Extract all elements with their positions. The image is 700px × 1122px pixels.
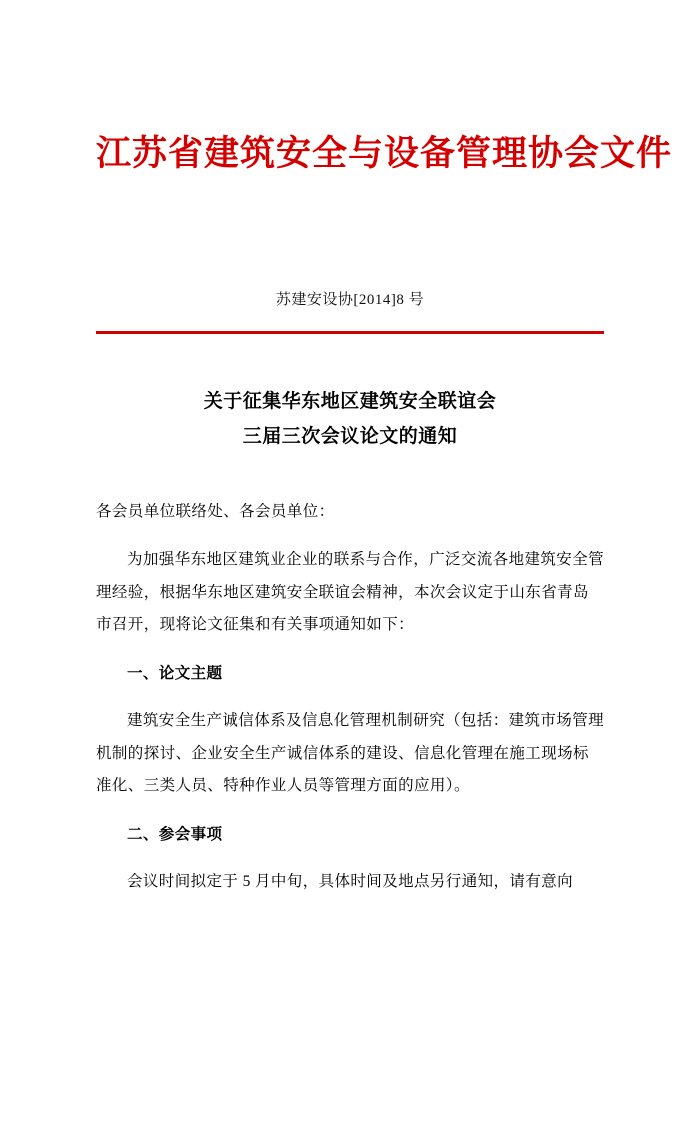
document-title: 江苏省建筑安全与设备管理协会文件 xyxy=(96,133,673,174)
subject-line-1: 关于征集华东地区建筑安全联谊会 xyxy=(203,389,497,412)
section-heading-2: 二、参会事项 xyxy=(127,824,223,844)
paragraph-topic: 建筑安全生产诚信体系及信息化管理机制研究（包括：建筑市场管理机制的探讨、企业安全生产诚信体系的建设、信息化管理在施工现场标准化、三类人员、特种作业人员等管理方面的应用）。 xyxy=(96,712,605,795)
paragraph-meeting: 会议时间拟定于 5 月中旬，具体时间及地点另行通知，请有意向 xyxy=(127,873,574,891)
document-body xyxy=(96,496,604,899)
paragraph-intro: 为加强华东地区建筑业企业的联系与合作，广泛交流各地建筑安全管理经验，根据华东地区建筑安全联谊会精神，本次会议定于山东省青岛市召开，现将论文征集和有关事项通知如下： xyxy=(96,551,605,634)
document-subject xyxy=(96,384,604,454)
section-heading-1: 一、论文主题 xyxy=(127,663,223,683)
document-page xyxy=(0,132,700,1122)
subject-line-2: 三届三次会议论文的通知 xyxy=(242,424,458,447)
red-divider-rule xyxy=(96,331,604,334)
salutation: 各会员单位联络处、各会员单位： xyxy=(96,503,335,521)
document-number: 苏建安设协[2014]8 号 xyxy=(275,291,425,308)
